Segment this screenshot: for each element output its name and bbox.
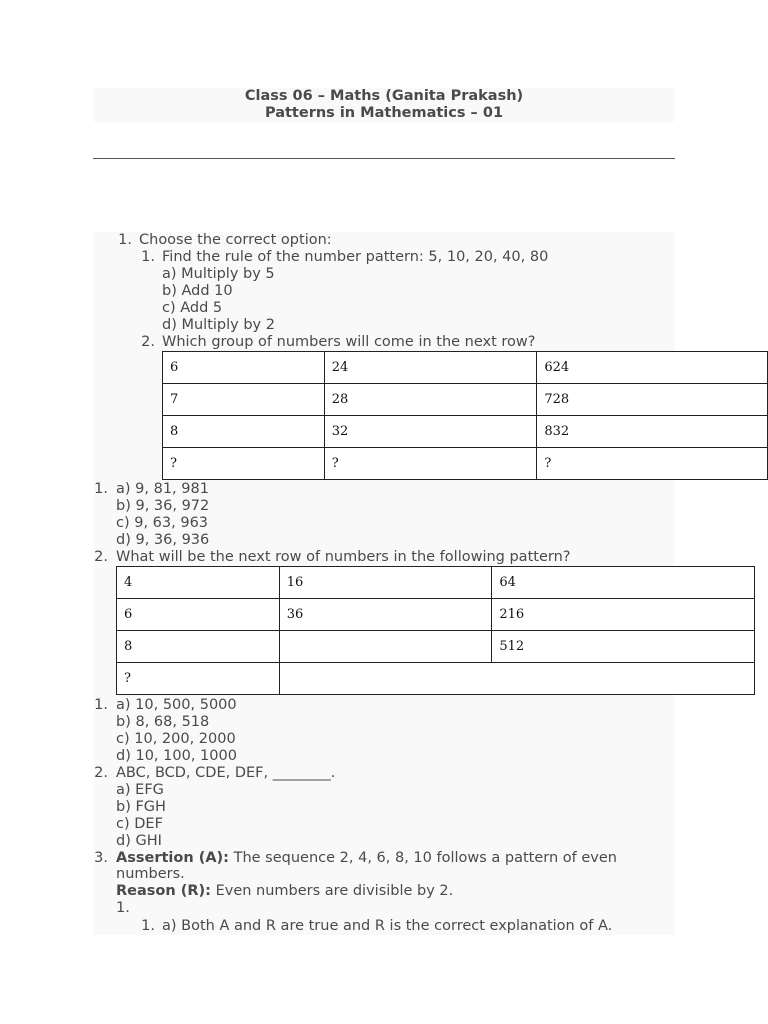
list-number: 1. [141, 918, 155, 934]
option-d: d) 10, 100, 1000 [116, 748, 237, 764]
table-cell: 832 [537, 416, 768, 448]
table-cell: 32 [324, 416, 537, 448]
table-cell [279, 631, 492, 663]
list-number: 1. [94, 697, 108, 713]
option-b: b) 8, 68, 518 [116, 714, 210, 730]
option-c: c) 10, 200, 2000 [116, 731, 236, 747]
worksheet-subtitle: Patterns in Mathematics – 01 [264, 105, 504, 121]
section-heading: Choose the correct option: [139, 232, 332, 248]
table-cell: ? [537, 448, 768, 480]
option-b: b) FGH [116, 799, 166, 815]
reason-text: Even numbers are divisible by 2. [210, 883, 454, 899]
table-row [163, 416, 768, 448]
option-a: a) EFG [116, 782, 164, 798]
table-cell: 8 [117, 631, 280, 663]
assertion-continuation: numbers. [116, 866, 185, 882]
table-cell [279, 663, 754, 695]
assertion-line [116, 850, 617, 867]
table-cell: 216 [492, 599, 755, 631]
table-cell: 7 [163, 384, 325, 416]
option-c: c) DEF [116, 816, 163, 832]
table-cell: ? [324, 448, 537, 480]
table-row [117, 663, 755, 695]
question-text: ABC, BCD, CDE, DEF, ________. [116, 765, 336, 781]
option-c: c) Add 5 [162, 300, 223, 316]
table-cell: 512 [492, 631, 755, 663]
question-text: What will be the next row of numbers in the following pattern? [116, 549, 571, 565]
table-cell: 24 [324, 352, 537, 384]
option-a: a) Multiply by 5 [162, 266, 275, 282]
list-number: 1. [141, 249, 155, 265]
option-d: d) Multiply by 2 [162, 317, 275, 333]
table-cell: ? [117, 663, 280, 695]
table-cell: 6 [117, 599, 280, 631]
option-b: b) Add 10 [162, 283, 233, 299]
list-number: 2. [94, 765, 108, 781]
table-cell: ? [163, 448, 325, 480]
table-cell: 36 [279, 599, 492, 631]
table-row [163, 384, 768, 416]
table-row [163, 352, 768, 384]
reason-label: Reason (R): [116, 883, 211, 899]
reason-line [116, 883, 453, 900]
option-d: d) GHI [116, 833, 162, 849]
table-row [117, 567, 755, 599]
table-row [117, 631, 755, 663]
pattern-table-2 [116, 566, 755, 695]
list-number: 3. [94, 850, 108, 866]
option-a: a) 9, 81, 981 [116, 481, 209, 497]
option-b: b) 9, 36, 972 [116, 498, 210, 514]
list-number: 2. [94, 549, 108, 565]
table-cell: 4 [117, 567, 280, 599]
table-row [163, 448, 768, 480]
question-text: Which group of numbers will come in the next row? [162, 334, 536, 350]
table-cell: 28 [324, 384, 537, 416]
list-number: 2. [141, 334, 155, 350]
table-cell: 6 [163, 352, 325, 384]
question-text: Find the rule of the number pattern: 5, 10, 20, 40, 80 [162, 249, 549, 265]
table-cell: 8 [163, 416, 325, 448]
list-number: 1. [94, 481, 108, 497]
pattern-table-1 [162, 351, 768, 480]
table-row [117, 599, 755, 631]
option-a: a) Both A and R are true and R is the correct explanation of A. [162, 918, 613, 934]
table-cell: 728 [537, 384, 768, 416]
option-d: d) 9, 36, 936 [116, 532, 210, 548]
table-cell: 624 [537, 352, 768, 384]
header-divider [93, 158, 675, 159]
option-c: c) 9, 63, 963 [116, 515, 209, 531]
worksheet-title: Class 06 – Maths (Ganita Prakash) [244, 88, 524, 104]
table-cell: 64 [492, 567, 755, 599]
list-number: 1. [116, 900, 130, 916]
assertion-label: Assertion (A): [116, 850, 229, 866]
assertion-text: The sequence 2, 4, 6, 8, 10 follows a pattern of even [228, 850, 617, 866]
table-cell: 16 [279, 567, 492, 599]
list-number: 1. [118, 232, 132, 248]
option-a: a) 10, 500, 5000 [116, 697, 237, 713]
